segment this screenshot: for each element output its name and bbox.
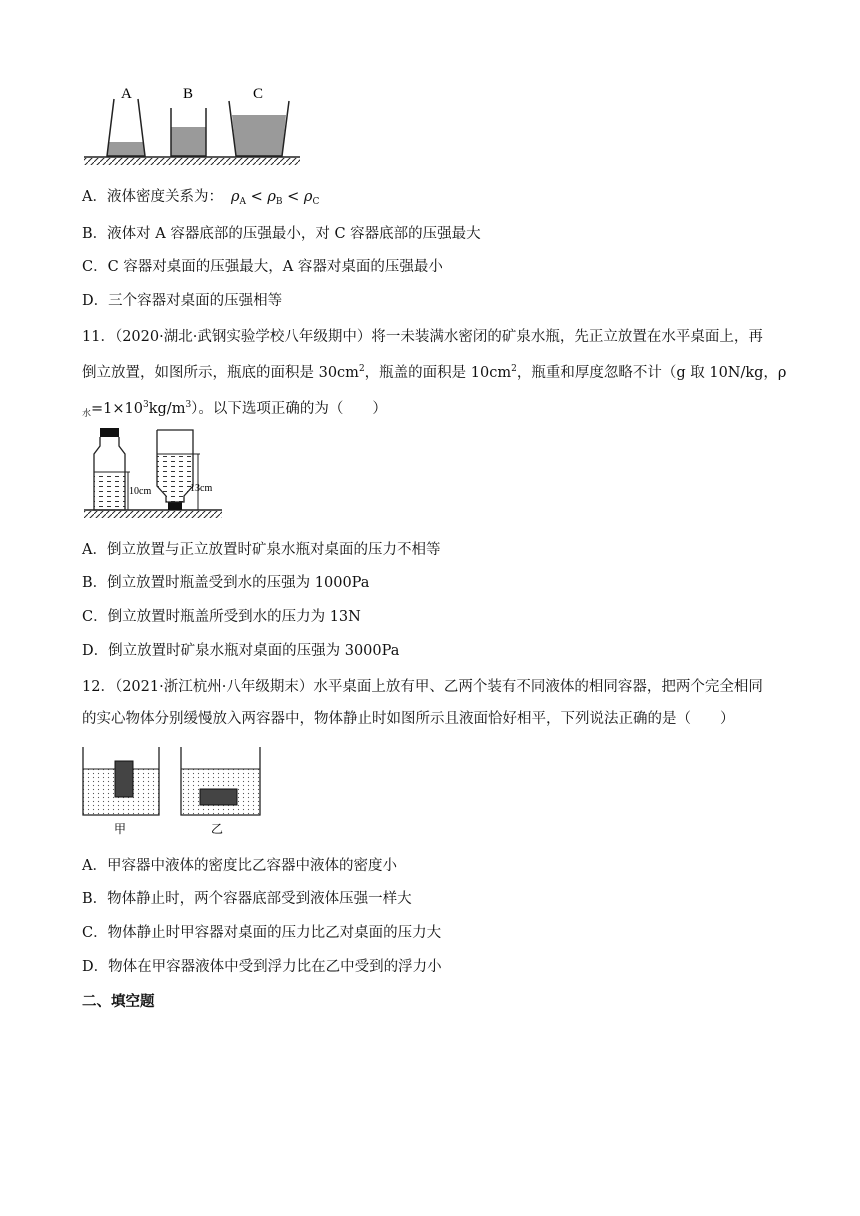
label-yi: 乙	[211, 822, 224, 836]
label-jia: 甲	[114, 822, 127, 836]
q12-stem	[82, 671, 782, 735]
q11-line2: 倒立放置，如图所示，瓶底的面积是 $30cm^2$，瓶盖的面积是 $10cm^2$，瓶重和厚度忽略不计（g 取 10N/kg，ρ	[82, 364, 787, 381]
figure-two-containers	[82, 744, 264, 840]
label-10cm: 10cm	[129, 486, 152, 497]
q12-option-c: C．物体静止时甲容器对桌面的压力比乙对桌面的压力大	[82, 925, 442, 941]
label-13cm: 13cm	[190, 483, 213, 494]
figure-water-bottles	[82, 424, 224, 522]
label-a: A	[121, 86, 132, 102]
q11-option-b: B．倒立放置时瓶盖受到水的压强为 1000Pa	[82, 575, 370, 591]
label-c: C	[253, 86, 264, 102]
q10-option-b: B．液体对 A 容器底部的压强最小，对 C 容器底部的压强最大	[82, 226, 481, 242]
section-title: 二、填空题	[82, 994, 155, 1010]
q12-line2: 的实心物体分别缓慢放入两容器中，物体静止时如图所示且液面恰好相平，下列说法正确的是（ ）	[82, 711, 735, 727]
q12-line1: 12．（2021·浙江杭州·八年级期末）水平桌面上放有甲、乙两个装有不同液体的相同容器，把两个完全相同	[82, 679, 763, 695]
q11-line1: 11．（2020·湖北·武钢实验学校八年级期中）将一未装满水密闭的矿泉水瓶，先正立放置在水平桌面上，再	[82, 329, 763, 345]
q11-option-d: D．倒立放置时矿泉水瓶对桌面的压强为 3000Pa	[82, 643, 400, 659]
q10-option-a: A．液体密度关系为： $\rho_A < \rho_B < \rho_C$	[82, 189, 320, 207]
figure-containers-abc	[82, 84, 302, 166]
q10-option-d: D．三个容器对桌面的压强相等	[82, 293, 283, 309]
q12-option-b: B．物体静止时，两个容器底部受到液体压强一样大	[82, 891, 412, 907]
label-b: B	[183, 86, 194, 102]
q11-option-a: A．倒立放置与正立放置时矿泉水瓶对桌面的压力不相等	[82, 542, 441, 558]
q10-option-c: C．C 容器对桌面的压强最大，A 容器对桌面的压强最小	[82, 259, 443, 275]
q12-option-d: D．物体在甲容器液体中受到浮力比在乙中受到的浮力小	[82, 959, 442, 975]
q12-option-a: A．甲容器中液体的密度比乙容器中液体的密度小	[82, 858, 397, 874]
q11-stem	[82, 321, 787, 430]
q11-option-c: C．倒立放置时瓶盖所受到水的压力为 13N	[82, 609, 361, 625]
q11-line3: $_水=1\times 10^3kg/m^3$）。以下选项正确的为（ ）	[82, 400, 387, 419]
